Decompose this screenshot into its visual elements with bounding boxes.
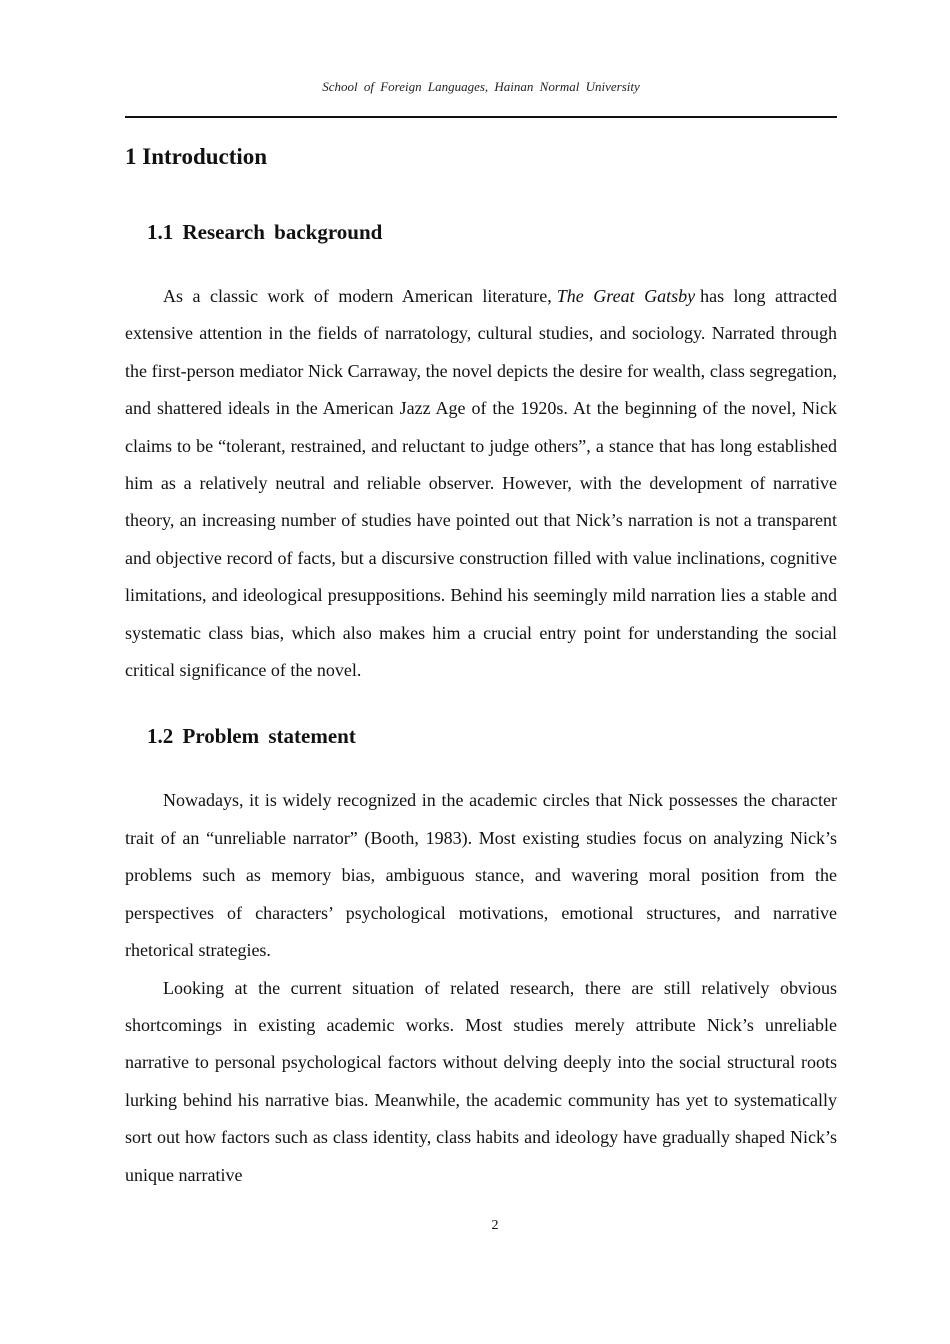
section-heading-problem-statement: 1.2 Problem statement <box>147 724 356 749</box>
page-number: 2 <box>491 1218 499 1233</box>
book-title: The Great Gatsby <box>556 286 696 306</box>
chapter-heading: 1 Introduction <box>125 144 268 169</box>
paragraph-problem-statement-2: Looking at the current situation of related research, there are still relatively obvious shortcomings in existing academic works. Most studies merely attribute Nick’s unreliable narrative to personal psychological factors without delving deeply into the social structural roots lurking behind his narrative bias. Meanwhile, the academic community has yet to systematically sort out how factors such as class identity, class habits and ideology have gradually shaped Nick’s unique narrative <box>125 977 837 1185</box>
paragraph-text: As a classic work of modern American literature, <box>163 286 552 306</box>
paragraph-research-background <box>125 278 837 689</box>
paragraph-problem-statement-1: Nowadays, it is widely recognized in the academic circles that Nick possesses the character trait of an “unreliable narrator” (Booth, 1983). Most existing studies focus on analyzing Nick’s problems such as memory bias, ambiguous stance, and wavering moral position from the perspectives of characters’ psychological motivations, emotional structures, and narrative rhetorical strategies. <box>125 790 837 961</box>
paragraph-text: has long attracted extensive attention in the fields of narratology, cultural studies, and sociology. Narrated through the first-person mediator Nick Carraway, the novel depicts the desire for wealth, class segregation, and shattered ideals in the American Jazz Age of the 1920s. At the beginning of the novel, Nick claims to be “tolerant, restrained, and reluctant to judge others”, a stance that has long established him as a relatively neutral and reliable observer. However, with the development of narrative theory, an increasing number of studies have pointed out that Nick’s narration is not a transparent and objective record of facts, but a discursive construction filled with value inclinations, cognitive limitations, and ideological presuppositions. Behind his seemingly mild narration lies a stable and systematic class bias, which also makes him a crucial entry point for understanding the social critical significance of the novel. <box>125 286 837 681</box>
header-rule <box>125 116 837 118</box>
page-content <box>125 140 837 1194</box>
running-header: School of Foreign Languages, Hainan Normal University <box>322 79 640 94</box>
section-heading-research-background: 1.1 Research background <box>147 220 383 244</box>
